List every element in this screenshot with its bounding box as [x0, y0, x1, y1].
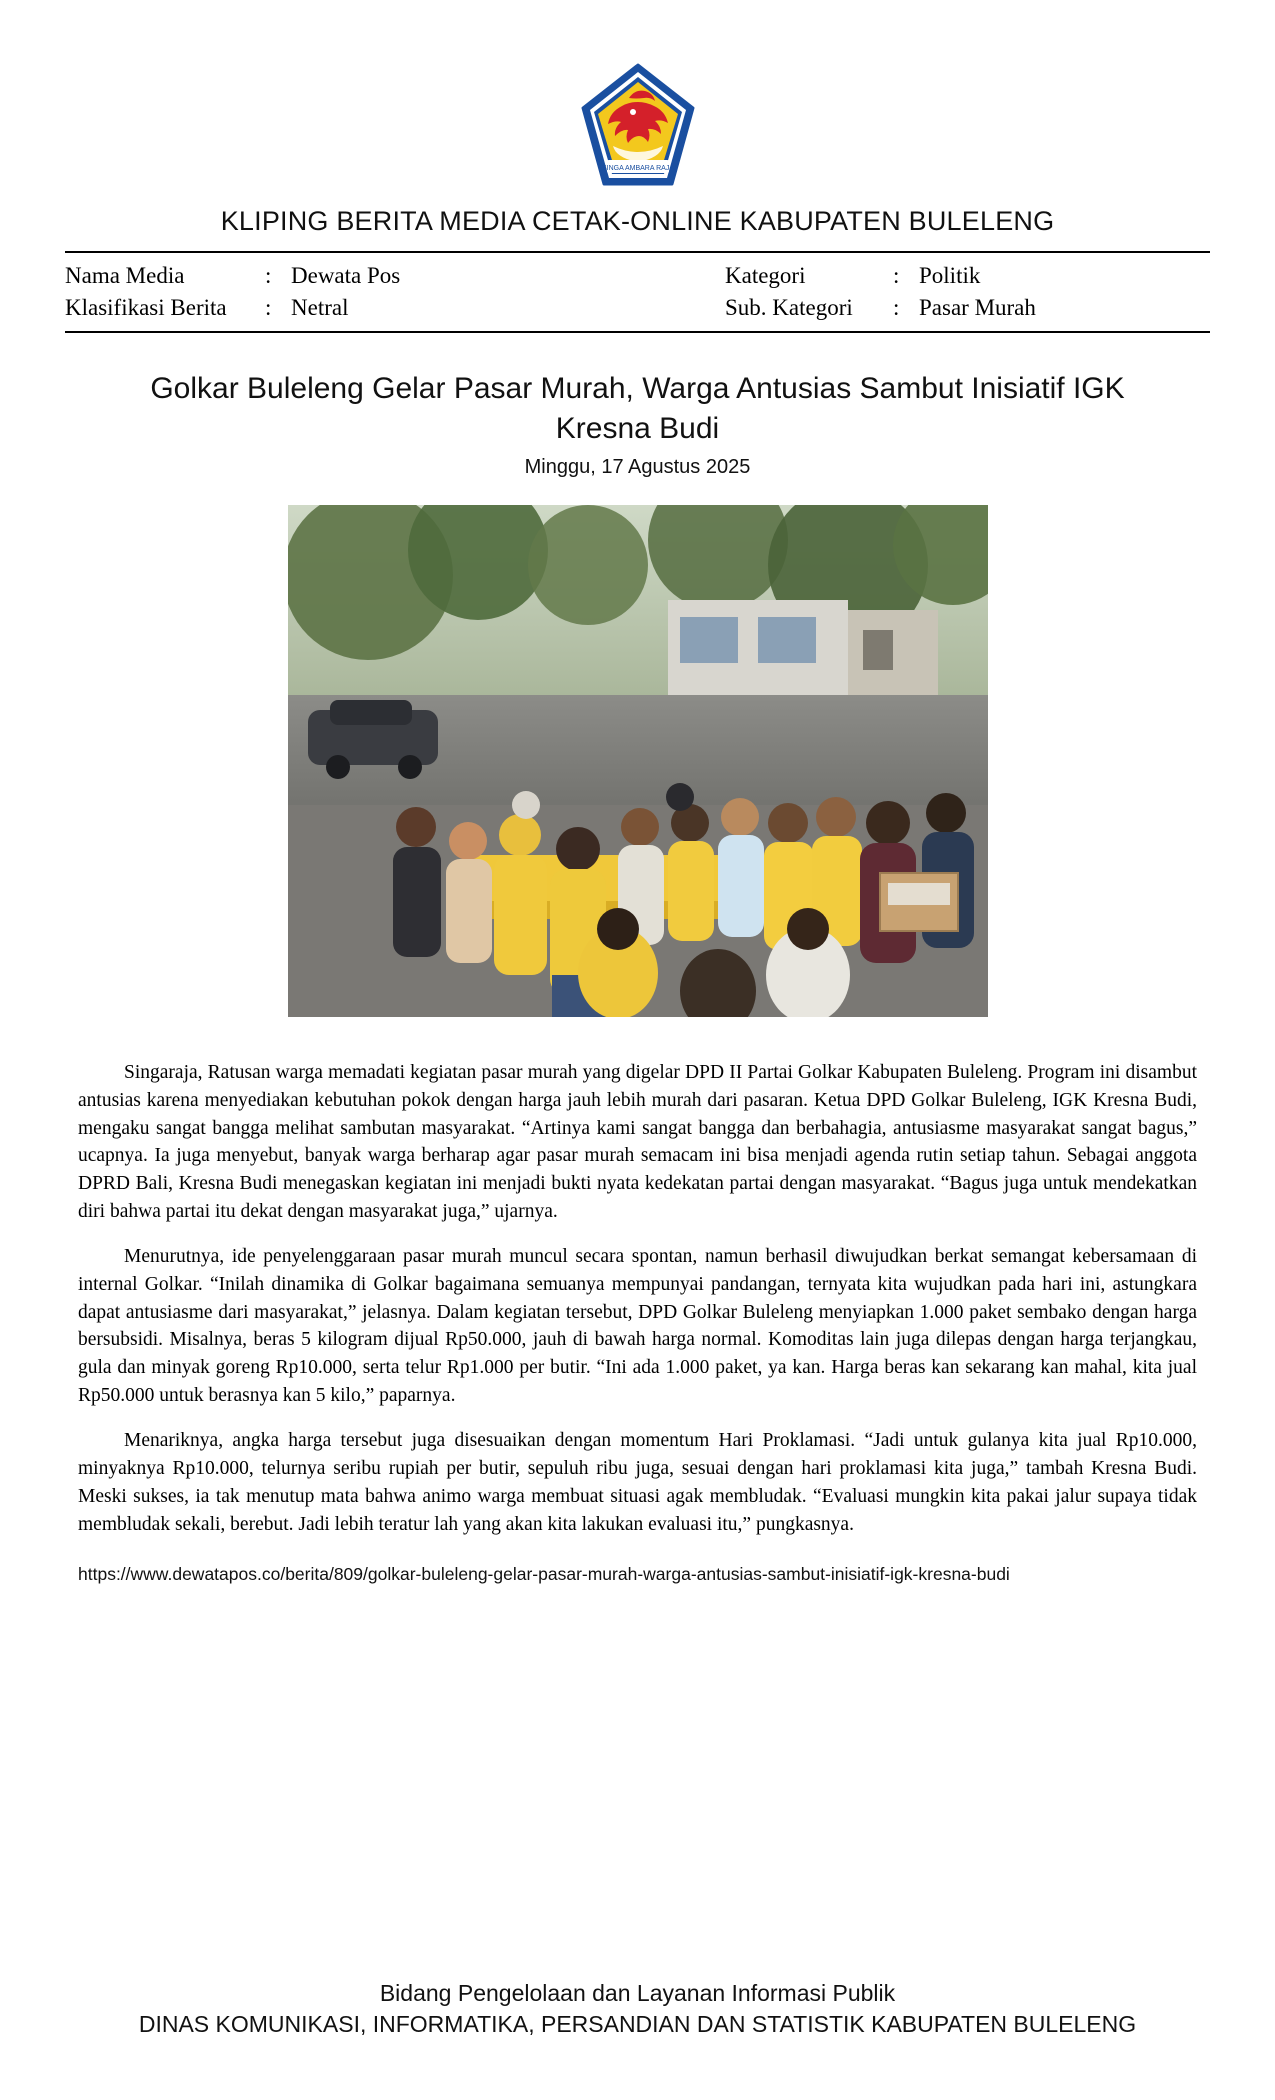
meta-row [65, 260, 1210, 292]
buleleng-regency-emblem-icon [577, 62, 699, 190]
kliping-header-title: KLIPING BERITA MEDIA CETAK-ONLINE KABUPATEN BULELENG [220, 206, 1055, 236]
meta-colon: : [265, 263, 272, 288]
meta-label-sub-kategori: Sub. Kategori [725, 295, 853, 320]
meta-colon: : [265, 295, 272, 320]
meta-value-sub-kategori: Pasar Murah [919, 295, 1036, 320]
meta-cell-group-right [725, 295, 1210, 321]
meta-label-nama-media: Nama Media [65, 263, 185, 288]
source-url-link[interactable]: https://www.dewatapos.co/berita/809/golkar-buleleng-gelar-pasar-murah-warga-antusias-sambut-inisiatif-igk-kresna-budi [78, 1564, 1010, 1585]
meta-value-klasifikasi-berita: Netral [291, 295, 349, 320]
meta-value-nama-media: Dewata Pos [291, 263, 401, 288]
article-photo [288, 505, 988, 1017]
svg-text:SINGA AMBARA RAJA: SINGA AMBARA RAJA [601, 165, 674, 172]
meta-cell-group-right [725, 263, 1210, 289]
footer-line-2: DINAS KOMUNIKASI, INFORMATIKA, PERSANDIAN DAN STATISTIK KABUPATEN BULELENG [138, 2011, 1137, 2037]
meta-colon: : [893, 263, 900, 288]
article-body [78, 1059, 1197, 1538]
meta-row [65, 292, 1210, 324]
article-date: Minggu, 17 Agustus 2025 [524, 456, 751, 479]
article-paragraph: Singaraja, Ratusan warga memadati kegiatan pasar murah yang digelar DPD II Partai Golkar Kabupaten Buleleng. Program ini disambut antusias karena menyediakan kebutuhan pokok dengan harga jauh lebih murah dari pasaran. Ketua DPD Golkar Buleleng, IGK Kresna Budi, mengaku sangat bangga melihat sambutan masyarakat. “Artinya kami sangat bangga dan berbahagia, antusiasme masyarakat sangat bagus,” ucapnya. Ia juga menyebut, banyak warga berharap agar pasar murah semacam ini bisa menjadi agenda rutin setiap tahun. Sebagai anggota DPRD Bali, Kresna Budi menegaskan kegiatan ini menjadi bukti nyata kedekatan partai dengan masyarakat. “Bagus juga untuk mendekatkan diri bahwa partai itu dekat dengan masyarakat juga,” ujarnya. [78, 1062, 1197, 1222]
meta-cell-group-left [65, 295, 725, 321]
document-footer [0, 1980, 1275, 2038]
meta-label-kategori: Kategori [725, 263, 806, 288]
media-meta-table [65, 251, 1210, 333]
article-paragraph: Menurutnya, ide penyelenggaraan pasar murah muncul secara spontan, namun berhasil diwujudkan berkat semangat kebersamaan di internal Golkar. “Inilah dinamika di Golkar bagaimana semuanya mempunyai pandangan, ternyata kita wujudkan pada hari ini, astungkara dapat antusiasme dari masyarakat,” jelasnya. Dalam kegiatan tersebut, DPD Golkar Buleleng menyiapkan 1.000 paket sembako dengan harga bersubsidi. Misalnya, beras 5 kilogram dijual Rp50.000, jauh di bawah harga normal. Komoditas lain juga dilepas dengan harga terjangkau, gula dan minyak goreng Rp10.000, serta telur Rp1.000 per butir. “Ini ada 1.000 paket, ya kan. Harga beras kan sekarang kan mahal, kita jual Rp50.000 untuk berasnya kan 5 kilo,” paparnya. [78, 1246, 1197, 1406]
logo-container [0, 0, 1275, 190]
meta-label-klasifikasi-berita: Klasifikasi Berita [65, 295, 227, 320]
meta-value-kategori: Politik [919, 263, 981, 288]
article-title: Golkar Buleleng Gelar Pasar Murah, Warga Antusias Sambut Inisiatif IGK Kresna Budi [150, 372, 1125, 445]
meta-colon: : [893, 295, 900, 320]
article-paragraph: Menariknya, angka harga tersebut juga disesuaikan dengan momentum Hari Proklamasi. “Jadi untuk gulanya kita jual Rp10.000, minyaknya Rp10.000, telurnya seribu rupiah per butir, sepuluh ribu juga, sesuai dengan hari proklamasi kita juga,” tambah Kresna Budi. Meski sukses, ia tak menutup mata bahwa animo warga membuat situasi agak membludak. “Evaluasi mungkin kita pakai jalur supaya tidak membludak sekali, berebut. Jadi lebih teratur lah yang akan kita lakukan evaluasi itu,” pungkasnya. [78, 1430, 1197, 1535]
footer-line-1: Bidang Pengelolaan dan Layanan Informasi Publik [379, 1980, 896, 2006]
meta-cell-group-left [65, 263, 725, 289]
article-photo-container [0, 505, 1275, 1017]
